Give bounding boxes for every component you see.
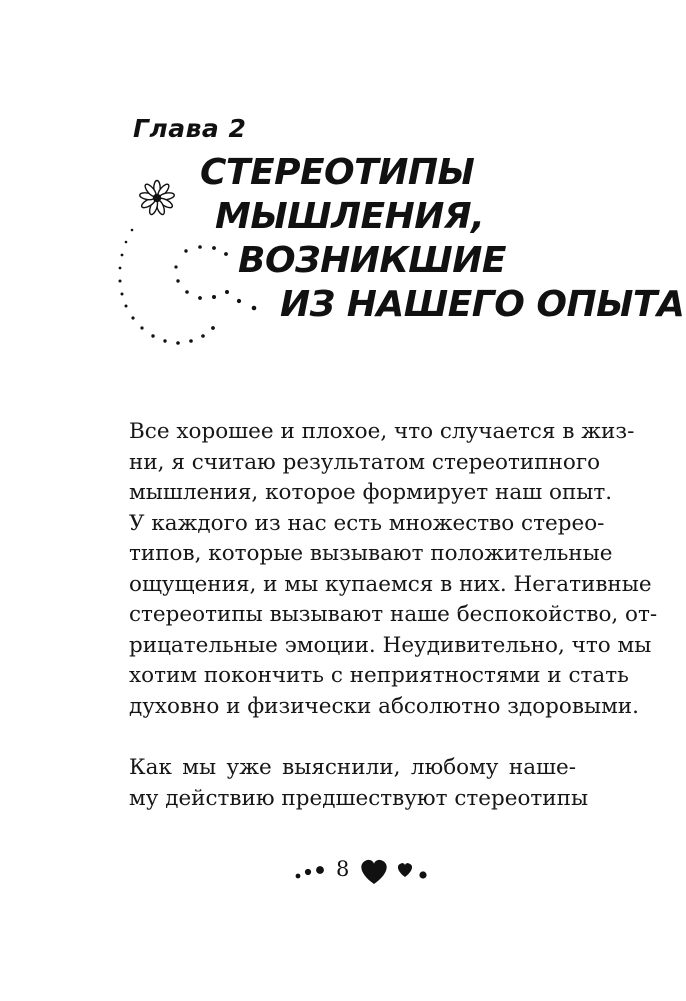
hearts-icon [361, 860, 426, 884]
body-paragraph-1 [129, 417, 658, 722]
chapter-label: Глава 2 [133, 114, 247, 143]
flower-icon [139, 181, 175, 216]
text-line: У каждого из нас есть множество стерео- [129, 510, 605, 536]
text-line: Все хорошее и плохое, что случается в жиз- [129, 419, 635, 444]
body-paragraph-2 [129, 753, 589, 814]
page-number: 8 [336, 857, 350, 881]
text-line: му действию предшествуют стереотипы [129, 785, 589, 811]
chapter-title-line-1: СТЕРЕОТИПЫ [200, 152, 475, 193]
text-line: типов, которые вызывают положительные [129, 541, 613, 566]
dots-icon [296, 866, 324, 878]
text-line: духовно и физически абсолютно здоровыми. [129, 693, 639, 719]
text-line: рицательные эмоции. Неудивительно, что мы [129, 632, 652, 658]
text-line: ощущения, и мы купаемся в них. Негативные [129, 571, 652, 597]
dotted-swirl-decoration [105, 168, 275, 358]
chapter-title-line-3: ВОЗНИКШИЕ [238, 240, 506, 281]
text-line: стереотипы вызывают наше беспокойство, от- [129, 602, 658, 627]
text-line: Как мы уже выяснили, любому наше- [129, 755, 576, 780]
text-line: хотим покончить с неприятностями и стать [129, 663, 629, 688]
chapter-title-line-2: МЫШЛЕНИЯ, [215, 196, 485, 237]
chapter-title-line-4: ИЗ НАШЕГО ОПЫТА [280, 284, 685, 325]
text-line: ни, я считаю результатом стереотипного [129, 449, 601, 475]
text-line: мышления, которое формирует наш опыт. [129, 480, 613, 505]
page-footer [0, 851, 686, 891]
dot-trail [119, 229, 257, 345]
